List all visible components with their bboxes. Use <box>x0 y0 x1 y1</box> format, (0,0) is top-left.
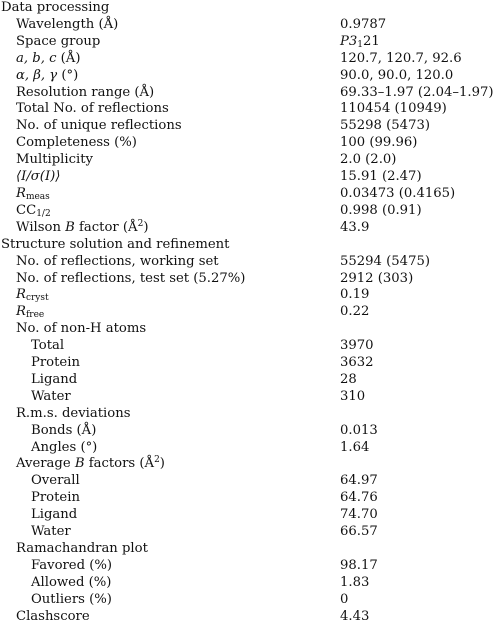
row-label: Resolution range (Å) <box>16 84 155 100</box>
table-row-average-b <box>0 456 474 473</box>
row-label: ⟨I/σ(I)⟩ <box>16 169 61 185</box>
row-label: Overall <box>31 473 80 489</box>
row-value: 2912 (303) <box>340 270 414 286</box>
row-value: 43.9 <box>340 219 370 235</box>
row-label: No. of reflections, test set (5.27%) <box>16 270 246 286</box>
table-row-test-set <box>0 271 474 288</box>
row-value: 74.70 <box>340 507 378 523</box>
table-row-b-overall <box>0 473 474 490</box>
row-value: 2.0 (2.0) <box>340 152 397 168</box>
row-label: Completeness (%) <box>16 135 137 151</box>
table-row-total-reflections <box>0 101 474 118</box>
row-value: 4.43 <box>340 608 370 624</box>
table-row-atoms-total <box>0 338 474 355</box>
row-label: R.m.s. deviations <box>16 405 131 421</box>
table-row-resolution <box>0 84 494 102</box>
row-label: Average B factors $(Å^2)$ <box>16 455 165 472</box>
table-row-unique-reflections <box>0 118 474 135</box>
row-label: $R_{cryst}$ <box>16 287 49 304</box>
row-value: 0.03473 (0.4165) <box>340 185 456 201</box>
row-value: 3970 <box>340 338 374 354</box>
row-label: No. of reflections, working set <box>16 253 219 269</box>
row-value: 310 <box>340 388 366 404</box>
row-value: 0.998 (0.91) <box>340 202 422 218</box>
row-label: Bonds (Å) <box>31 422 97 438</box>
row-value: 100 (99.96) <box>340 135 418 151</box>
row-value: 98.17 <box>340 557 378 573</box>
table-row-cell-angles <box>0 68 474 85</box>
table-row-b-ligand <box>0 507 474 524</box>
table-row-i-sigma <box>0 169 474 186</box>
row-label: Wilson B factor $(Å^2)$ <box>16 218 149 235</box>
row-label: Ramachandran plot <box>16 541 148 556</box>
row-value: 0.013 <box>340 422 378 438</box>
row-label: $CC_{1/2}$ <box>16 202 51 219</box>
table-row-space-group <box>0 34 474 51</box>
row-value: 64.97 <box>340 473 378 489</box>
table-row-wilson-b <box>0 220 474 237</box>
section-heading-refinement <box>0 237 474 254</box>
row-label: Protein <box>31 490 80 506</box>
row-value: 69.33–1.97 (2.04–1.97) <box>340 84 494 100</box>
row-value: 90.0, 90.0, 120.0 <box>340 67 454 83</box>
table-row-atoms-water <box>0 389 474 406</box>
table-row-cc-half <box>0 203 474 220</box>
row-value: 28 <box>340 371 357 387</box>
row-value: 55298 (5473) <box>340 118 430 134</box>
row-label: Angles (°) <box>31 439 98 455</box>
table-row-clashscore <box>0 609 474 626</box>
row-value: 1.64 <box>340 439 370 455</box>
row-value: 0.19 <box>340 287 370 303</box>
table-row-rama-allowed <box>0 575 474 592</box>
row-value: 55294 (5475) <box>340 253 430 269</box>
row-label: No. of non-H atoms <box>16 321 147 337</box>
table-row-b-water <box>0 524 474 541</box>
table-row-non-h-atoms <box>0 321 474 338</box>
row-label: Water <box>31 388 71 404</box>
table-row-multiplicity <box>0 152 474 169</box>
table-row-rms-bonds <box>0 423 474 440</box>
row-label: Ligand <box>31 507 78 523</box>
table-row-r-free <box>0 304 474 321</box>
row-value: 66.57 <box>340 524 378 540</box>
row-label: Total No. of reflections <box>16 101 169 117</box>
table-row-rms-deviations <box>0 406 474 423</box>
row-label: Protein <box>31 355 80 371</box>
table-row-rama-favored <box>0 558 474 575</box>
row-label: Allowed (%) <box>31 574 112 590</box>
row-label: Water <box>31 524 71 540</box>
table-row-r-meas <box>0 186 474 203</box>
table-row-cell-lengths <box>0 51 474 68</box>
row-label: Clashscore <box>16 608 90 624</box>
table-row-atoms-protein <box>0 355 474 372</box>
row-label: Space group <box>16 33 101 49</box>
row-label: $R_{meas}$ <box>16 185 50 202</box>
table-row-rms-angles <box>0 440 474 457</box>
section-heading: Structure solution and refinement <box>1 236 230 252</box>
row-value: 0.9787 <box>340 16 387 32</box>
row-label: Ligand <box>31 371 78 387</box>
row-value: 0.22 <box>340 304 370 320</box>
row-label: $R_{free}$ <box>16 304 45 321</box>
row-label: a, b, c (Å) <box>16 50 81 66</box>
row-value: 0 <box>340 591 349 607</box>
row-label: No. of unique reflections <box>16 118 182 134</box>
table-row-working-set <box>0 254 474 271</box>
table-row-rama-outliers <box>0 592 474 609</box>
table-row-atoms-ligand <box>0 372 474 389</box>
row-value: $P3_121$ <box>340 33 380 50</box>
row-label: Wavelength (Å) <box>16 16 119 32</box>
section-heading: Data processing <box>1 0 110 15</box>
section-heading-data-processing <box>0 0 474 17</box>
row-label: Outliers (%) <box>31 591 112 607</box>
row-label: Favored (%) <box>31 557 113 573</box>
row-value: 110454 (10949) <box>340 101 447 117</box>
row-label: Total <box>31 338 65 354</box>
table-row-completeness <box>0 135 474 152</box>
row-label: Multiplicity <box>16 152 93 168</box>
row-value: 1.83 <box>340 574 370 590</box>
row-value: 120.7, 120.7, 92.6 <box>340 50 462 66</box>
table-row-b-protein <box>0 490 474 507</box>
row-value: 64.76 <box>340 490 378 506</box>
table-row-wavelength <box>0 17 474 34</box>
table-row-ramachandran <box>0 541 474 558</box>
row-value: 15.91 (2.47) <box>340 169 422 185</box>
row-label: α, β, γ (°) <box>16 67 79 83</box>
table-row-r-cryst <box>0 287 474 304</box>
row-value: 3632 <box>340 355 374 371</box>
